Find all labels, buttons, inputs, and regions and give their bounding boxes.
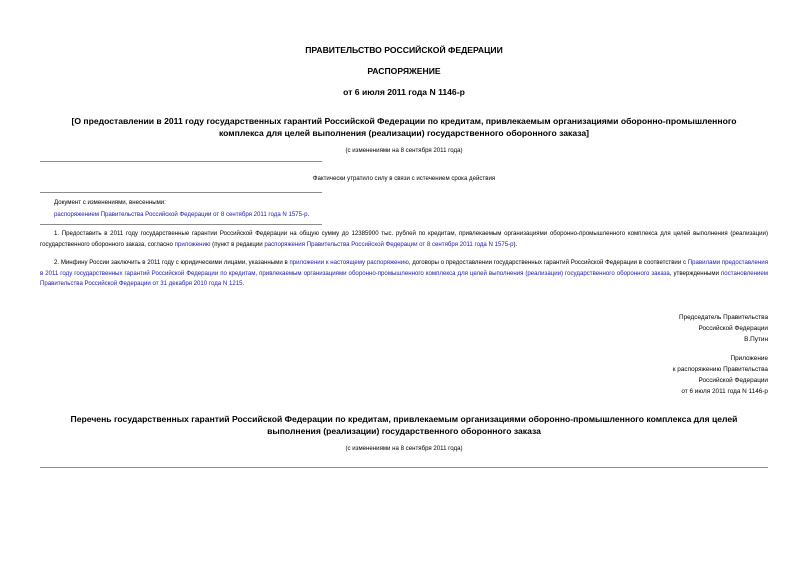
document-title-line-2: комплекса для целей выполнения (реализации) государственного оборонного заказа] (218, 128, 590, 138)
appendix-amendment-note: (с изменениями на 8 сентября 2011 года) (345, 445, 463, 452)
document-type: РАСПОРЯЖЕНИЕ (367, 66, 441, 76)
document-title-line-1: [О предоставлении в 2011 году государственных гарантий Российской Федерации по кредитам, привлекаемым организациями оборонно-промышленного (71, 116, 737, 126)
status-note: Фактически утратило силу в связи с истечением срока действия (312, 175, 496, 182)
document-date-number: от 6 июля 2011 года N 1146-р (343, 87, 465, 97)
amendments-reference: распоряжением Правительства Российской Федерации от 8 сентября 2011 года N 1575-р. (54, 211, 310, 218)
appendix-reference (560, 353, 768, 397)
paragraph-1: 1. Предоставить в 2011 году государственные гарантии Российской Федерации на общую сумму до 12385900 тыс. рублей по кредитам, привлекаемым организациями оборонно-промышленного комплекса для целей выполнения (реализации) государственного оборонного заказа, согласно приложению (пункт в редакции распоряжения Правительства Российской Федерации от 8 сентября 2011 года N 1575-р). (40, 230, 768, 248)
appendix-title-line-2: выполнения (реализации) государственного оборонного заказа (267, 426, 541, 436)
rules-link[interactable]: Правилами предоставления в 2011 году государственных гарантий Российской Федерации по кредитам, привлекаемым организациями оборонно-промышленного комплекса для целей выполнения (реализации) государственного оборонного заказа (40, 259, 768, 277)
appendix-title-line-1: Перечень государственных гарантий Российской Федерации по кредитам, привлекаемым организациями оборонно-промышленного комплекса для целей (70, 414, 738, 424)
divider-line (40, 161, 322, 162)
amendment-decree-link[interactable]: распоряжением Правительства Российской Федерации от 8 сентября 2011 года N 1575-р (54, 211, 308, 218)
amendment-decree-link[interactable]: распоряжения Правительства Российской Федерации от 8 сентября 2011 года N 1575-р (264, 240, 514, 248)
appendix-ref-line: от 6 июля 2011 года N 1146-р (681, 388, 768, 395)
divider-line (40, 224, 322, 225)
signature-block (560, 312, 768, 345)
paragraph-2: 2. Минфину России заключить в 2011 году с юридическими лицами, указанными в приложении к настоящему распоряжению, договоры о предоставлении государственных гарантий Российской Федерации в соответствии с Правилами предоставления в 2011 году государственных гарантий Российской Федерации по кредитам, привлекаемым организациями оборонно-промышленного комплекса для целей выполнения (реализации) государственного оборонного заказа, утвержденными постановлением Правительства Российской Федерации от 31 декабря 2010 года N 1215. (40, 259, 768, 287)
resolution-link[interactable]: постановлением Правительства Российской Федерации от 31 декабря 2010 года N 1215 (40, 269, 768, 287)
amendments-label: Документ с изменениями, внесенными: (54, 199, 166, 206)
signature-position: Председатель Правительства (679, 314, 768, 321)
divider-line (40, 467, 768, 468)
amendment-note: (с изменениями на 8 сентября 2011 года) (345, 147, 463, 154)
government-heading: ПРАВИТЕЛЬСТВО РОССИЙСКОЙ ФЕДЕРАЦИИ (305, 45, 503, 55)
signature-country: Российской Федерации (698, 325, 768, 332)
appendix-link[interactable]: приложении к настоящему распоряжению (289, 259, 409, 266)
appendix-ref-line: Российской Федерации (698, 377, 768, 384)
appendix-ref-line: к распоряжению Правительства (672, 366, 768, 373)
appendix-ref-line: Приложение (730, 355, 768, 362)
appendix-link[interactable]: приложению (174, 240, 211, 248)
signature-name: В.Путин (744, 336, 768, 343)
divider-line (40, 192, 322, 193)
